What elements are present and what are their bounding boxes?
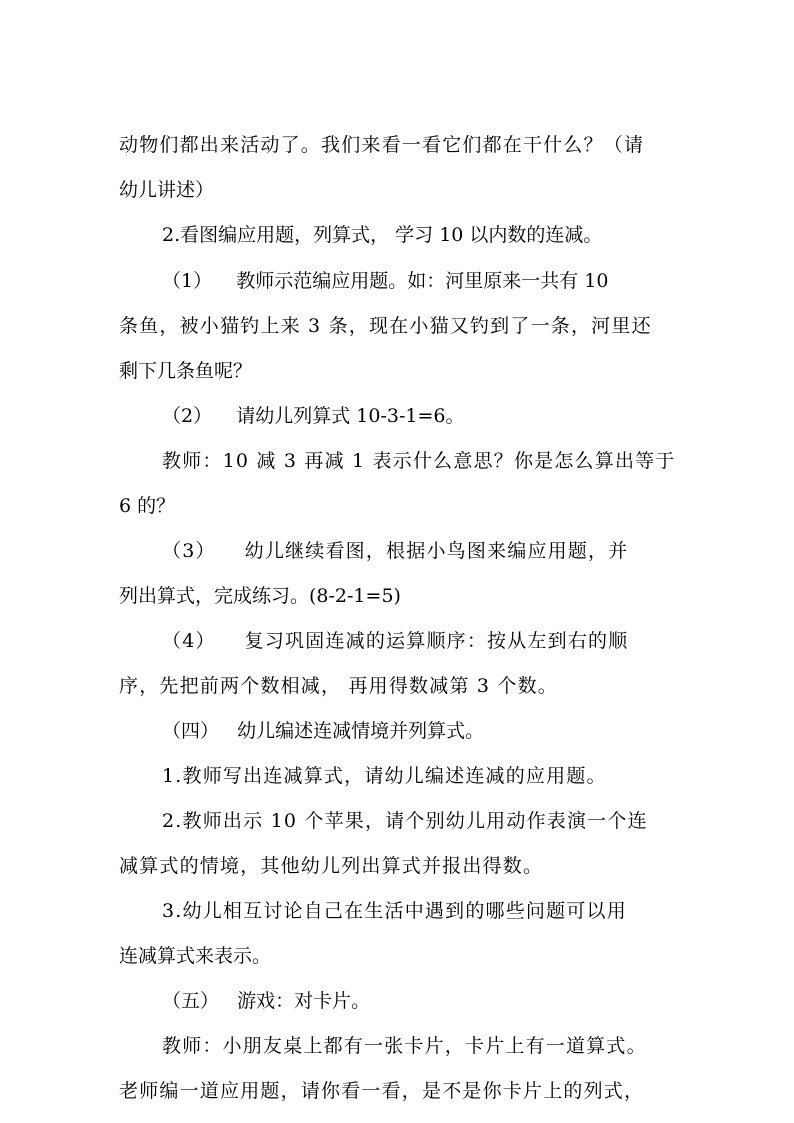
text-line: 1.教师写出连减算式，请幼儿编述连减的应用题。 — [162, 765, 607, 787]
text-line: （1） 教师示范编应用题。如：河里原来一共有 10 — [162, 270, 609, 292]
text-line: （四） 幼儿编述连减情境并列算式。 — [162, 720, 485, 742]
text-line: 6 的？ — [119, 495, 176, 517]
text-line: 列出算式，完成练习。(8-2-1=5) — [119, 585, 401, 607]
text-line: 老师编一道应用题，请你看一看，是不是你卡片上的列式， — [119, 1080, 645, 1102]
text-line: 连减算式来表示。 — [119, 945, 272, 967]
text-line: （2） 请幼儿列算式 10-3-1=6。 — [162, 405, 465, 427]
text-line: 教师：10 减 3 再减 1 表示什么意思？你是怎么算出等于 — [162, 450, 676, 472]
text-line: 幼儿讲述） — [119, 179, 215, 201]
text-line: 序，先把前两个数相减， 再用得数减第 3 个数。 — [119, 675, 559, 697]
text-line: 动物们都出来活动了。我们来看一看它们都在干什么？（请 — [119, 134, 645, 156]
text-line: 教师：小朋友桌上都有一张卡片，卡片上有一道算式。 — [162, 1035, 647, 1057]
text-line: 3.幼儿相互讨论自己在生活中遇到的哪些问题可以用 — [162, 900, 627, 922]
text-line: 2.教师出示 10 个苹果，请个别幼儿用动作表演一个连 — [162, 810, 648, 832]
text-line: （3） 幼儿继续看图，根据小鸟图来编应用题，并 — [162, 540, 629, 562]
text-line: 剩下几条鱼呢？ — [119, 360, 253, 382]
text-line: （五） 游戏：对卡片。 — [162, 990, 371, 1012]
text-line: 条鱼，被小猫钓上来 3 条，现在小猫又钓到了一条，河里还 — [119, 315, 652, 337]
text-line: 减算式的情境，其他幼儿列出算式并报出得数。 — [119, 855, 544, 877]
text-line: 2.看图编应用题，列算式， 学习 10 以内数的连减。 — [162, 224, 603, 246]
text-line: （4） 复习巩固连减的运算顺序：按从左到右的顺 — [162, 630, 629, 652]
